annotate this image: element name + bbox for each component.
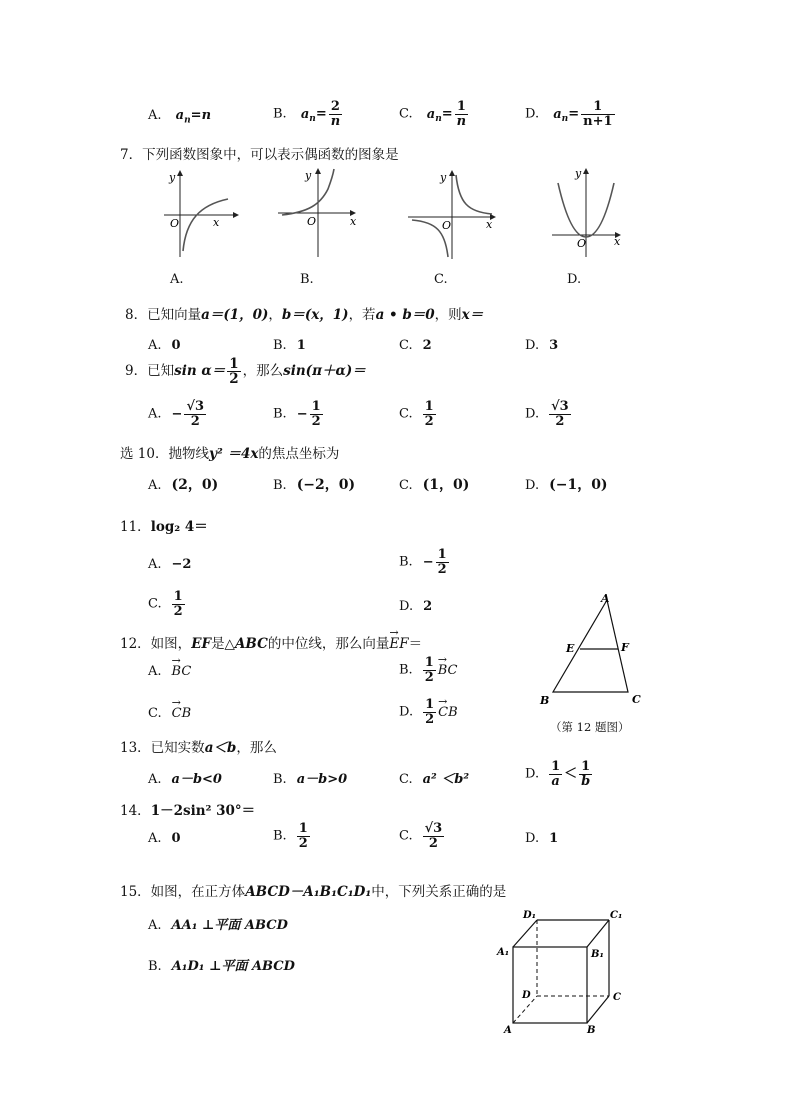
q12-triangle-figure [530,590,655,710]
q11-option-a[interactable]: A. −2 [148,557,192,572]
graph-c-origin: O [442,219,452,232]
q10-option-c[interactable]: C. (1，0) [399,477,470,493]
q10-option-d[interactable]: D. (−1，0) [525,477,608,493]
q6-option-c[interactable]: C. $a_n=$ $\frac{1}{n}$ [399,99,467,129]
graph-b-x-label: x [350,215,357,228]
q12-option-c[interactable]: C.→ CB [148,706,191,721]
cube-label-d: D [522,990,531,1001]
q13-question: 13．已知实数a＜b，那么 [120,740,277,756]
q14-option-b[interactable]: B. $\frac{1}{2}$ [273,821,308,851]
q12-question: 12．如图，EF是△ABC的中位线，那么向量→ EF＝ [120,632,422,652]
q12-figure-caption: （第 12 题图） [550,720,630,734]
q15-cube-figure [495,905,630,1040]
q10-option-b[interactable]: B. (−2，0) [273,477,356,493]
q10-option-a[interactable]: A. (2，0) [148,477,219,493]
graph-d-x-label: x [614,235,621,248]
q15-option-a[interactable]: A. AA₁ ⊥平面 ABCD [148,918,288,933]
graph-b-origin: O [307,215,317,228]
q11-option-c[interactable]: C. $\frac{1}{2}$ [148,589,183,619]
graph-c-x-label: x [486,218,493,231]
cube-label-b1: B₁ [591,949,604,960]
q12-option-a[interactable]: A.→ BC [148,664,191,679]
q13-option-b[interactable]: B. a－b>0 [273,772,348,787]
q14-option-d[interactable]: D. 1 [525,831,559,846]
cube-label-d1: D₁ [523,910,537,921]
cube-label-c: C [613,992,621,1003]
fig12-label-f: F [621,641,629,654]
fig12-label-b: B [540,694,550,707]
fig12-label-e: E [566,642,575,655]
q10-question: 选 10．抛物线y² ＝4x的焦点坐标为 [120,446,340,462]
q13-option-c[interactable]: C. a² ＜b² [399,772,470,787]
q15-question: 15．如图，在正方体ABCD－A₁B₁C₁D₁中，下列关系正确的是 [120,884,507,900]
q15-option-b[interactable]: B. A₁D₁ ⊥平面 ABCD [148,959,295,974]
graph-a-y-label: y [169,171,176,184]
graph-c[interactable] [408,171,495,259]
q8-option-b[interactable]: B. 1 [273,338,306,353]
q6-option-a[interactable]: A. $a_n=n$ [148,108,212,126]
graph-d-y-label: y [575,167,582,180]
q8-option-d[interactable]: D. 3 [525,338,559,353]
graph-b-y-label: y [305,169,312,182]
fig12-label-c: C [632,693,641,706]
q11-option-b[interactable]: B. − $\frac{1}{2}$ [399,547,447,577]
q13-option-a[interactable]: A. a－b<0 [148,772,222,787]
q14-option-c[interactable]: C. $\frac{√3}{2}$ [399,821,443,851]
fig12-label-a: A [601,592,610,605]
graph-a-origin: O [170,217,180,230]
cube-label-a1: A₁ [497,947,510,958]
graph-a[interactable] [164,171,238,257]
q6-option-d[interactable]: D. $a_n=$ $\frac{1}{n+1}$ [525,99,613,129]
q11-option-d[interactable]: D. 2 [399,599,433,614]
q6-option-b[interactable]: B. $a_n=$ $\frac{2}{n}$ [273,99,341,129]
q9-question: 9．已知sin α＝ $\frac{1}{2}$ ，那么sin(π＋α)＝ [125,356,366,388]
q7-graphs [150,165,650,265]
q12-option-d[interactable]: D. $\frac{1}{2}$ → CB [399,698,458,726]
graph-c-y-label: y [440,171,447,184]
q7-option-d[interactable]: D. [567,272,582,287]
q8-option-a[interactable]: A. 0 [148,338,181,353]
q7-question: 7．下列函数图象中，可以表示偶函数的图象是 [120,147,399,163]
q14-option-a[interactable]: A. 0 [148,831,181,846]
q9-option-c[interactable]: C. $\frac{1}{2}$ [399,399,434,429]
graph-d-origin: O [577,237,587,250]
q7-option-a[interactable]: A. [170,272,184,287]
q7-option-b[interactable]: B. [300,272,314,287]
q7-option-c[interactable]: C. [434,272,448,287]
cube-label-b: B [587,1025,596,1036]
q9-option-b[interactable]: B. − $\frac{1}{2}$ [273,399,321,429]
q14-question: 14．1－2sin² 30°＝ [120,803,256,819]
cube-label-c1: C₁ [610,910,623,921]
q13-option-d[interactable]: D. $\frac{1}{a}$ ＜ $\frac{1}{b}$ [525,759,591,789]
q9-option-d[interactable]: D. $\frac{√3}{2}$ [525,399,569,429]
graph-b[interactable] [278,169,357,257]
cube-label-a: A [504,1025,512,1036]
q9-option-a[interactable]: A. − $\frac{√3}{2}$ [148,399,205,429]
q12-option-b[interactable]: B. $\frac{1}{2}$ → BC [399,656,457,684]
q11-question: 11．log₂ 4＝ [120,519,208,535]
q8-question: 8．已知向量a＝(1，0)，b＝(x，1)，若a • b＝0，则x＝ [125,307,484,323]
q8-option-c[interactable]: C. 2 [399,338,432,353]
graph-d[interactable] [552,167,621,257]
graph-a-x-label: x [213,216,220,229]
